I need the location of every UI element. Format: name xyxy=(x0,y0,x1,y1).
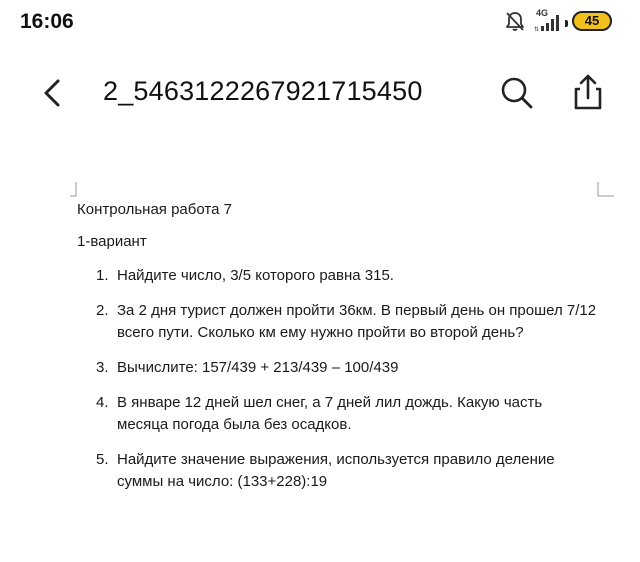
battery-tip xyxy=(565,20,568,27)
task-item xyxy=(77,300,597,344)
document-variant: 1-вариант xyxy=(77,233,147,250)
battery-level: 45 xyxy=(584,13,600,28)
page-corner-mark-left xyxy=(70,182,80,200)
page-corner-mark-right xyxy=(596,182,614,200)
task-item xyxy=(77,357,597,379)
task-list xyxy=(77,265,597,506)
task-number: 2. xyxy=(96,302,109,319)
task-text: В январе 12 дней шел снег, а 7 дней лил дождь. Какую часть месяца погода была без осадков. xyxy=(117,394,543,433)
back-icon[interactable] xyxy=(38,76,66,110)
document-page xyxy=(0,170,640,562)
status-bar xyxy=(0,0,640,44)
network-type-label: 4G xyxy=(536,8,549,18)
search-icon[interactable] xyxy=(499,75,535,111)
task-text: За 2 дня турист должен пройти 36км. В первый день он прошел 7/12 всего пути. Сколько км ему нужно пройти во второй день? xyxy=(117,302,597,341)
task-number: 1. xyxy=(96,267,109,284)
task-number: 3. xyxy=(96,359,109,376)
signal-icon xyxy=(532,12,566,32)
task-text: Найдите число, 3/5 которого равна 315. xyxy=(117,267,394,284)
document-title: 2_5463122267921715450 xyxy=(103,76,423,106)
app-header xyxy=(0,60,640,126)
task-item xyxy=(77,392,597,436)
status-time: 16:06 xyxy=(20,10,74,33)
svg-text:⇅: ⇅ xyxy=(534,26,540,32)
battery-icon xyxy=(572,11,612,31)
task-item xyxy=(77,449,597,493)
share-icon[interactable] xyxy=(570,72,606,112)
task-text: Найдите значение выражения, используется правило деление суммы на число: (133+228):19 xyxy=(117,451,555,490)
task-text: Вычислите: 157/439 + 213/439 – 100/439 xyxy=(117,359,399,376)
document-heading: Контрольная работа 7 xyxy=(77,201,232,218)
dnd-bell-off-icon xyxy=(504,10,526,32)
task-number: 5. xyxy=(96,451,109,468)
task-item xyxy=(77,265,597,287)
task-number: 4. xyxy=(96,394,109,411)
